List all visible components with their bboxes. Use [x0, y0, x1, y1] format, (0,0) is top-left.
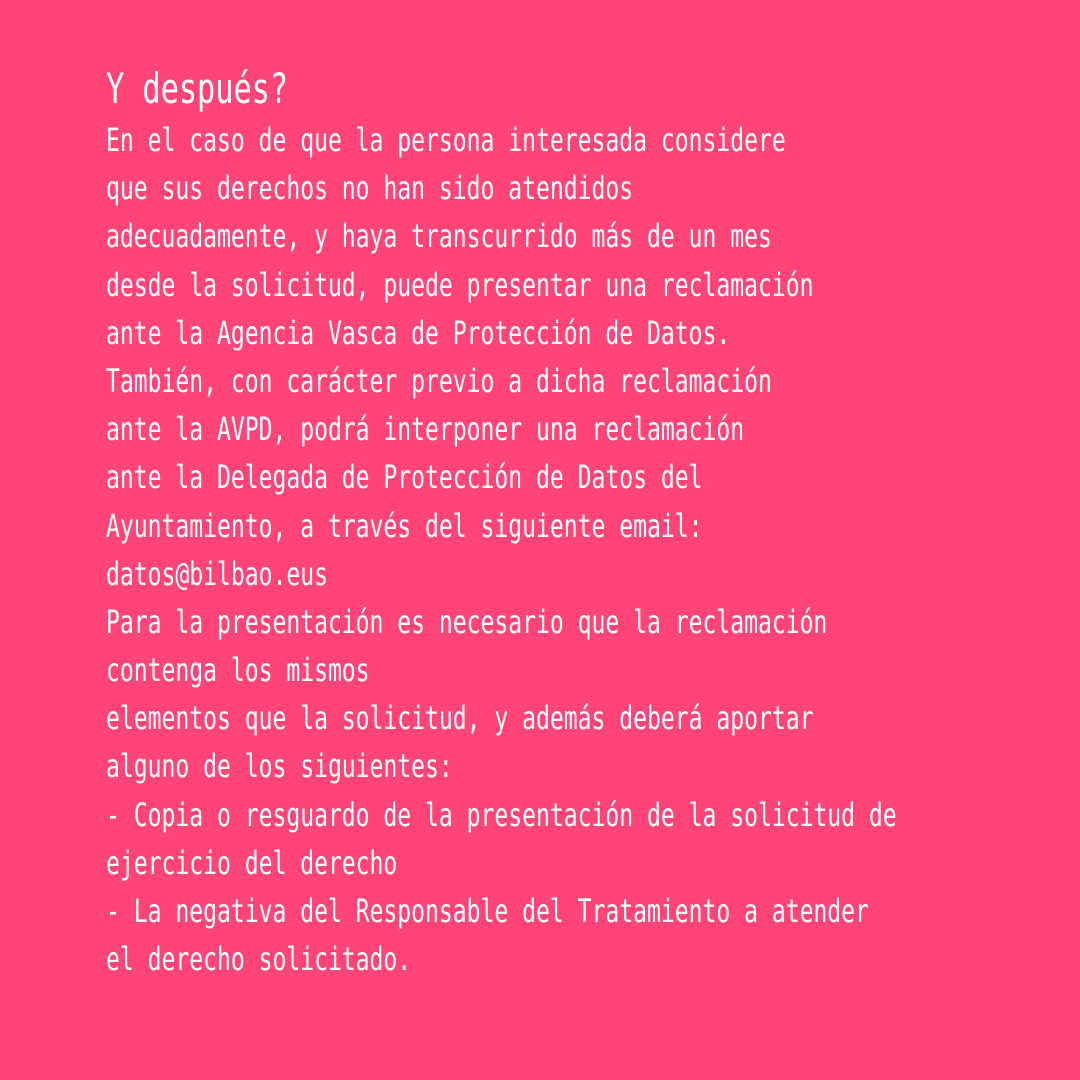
email-address: datos@bilbao.eus: [106, 554, 328, 593]
text-line: contenga los mismos: [106, 651, 370, 690]
text-line: el derecho solicitado.: [106, 940, 412, 979]
body-text: [106, 116, 970, 983]
text-line: desde la solicitud, puede presentar una reclamación: [106, 265, 814, 304]
text-line: alguno de los siguientes:: [106, 747, 453, 786]
list-item: - Copia o resguardo de la presentación de la solicitud de: [106, 795, 897, 834]
page-title: Y después?: [106, 64, 289, 113]
text-line: que sus derechos no han sido atendidos: [106, 169, 634, 208]
text-line: Ayuntamiento, a través del siguiente email:: [106, 506, 703, 545]
text-line: ejercicio del derecho: [106, 843, 398, 882]
text-line: ante la Agencia Vasca de Protección de Datos.: [106, 313, 731, 352]
text-line: adecuadamente, y haya transcurrido más de un mes: [106, 217, 772, 256]
text-line: ante la Delegada de Protección de Datos del: [106, 458, 703, 497]
text-line: También, con carácter previo a dicha reclamación: [106, 361, 772, 400]
text-line: ante la AVPD, podrá interponer una reclamación: [106, 410, 745, 449]
text-line: En el caso de que la persona interesada considere: [106, 121, 786, 159]
text-line: Para la presentación es necesario que la reclamación: [106, 602, 828, 641]
text-line: elementos que la solicitud, y además deberá aportar: [106, 699, 814, 738]
list-item: - La negativa del Responsable del Tratamiento a atender: [106, 892, 869, 930]
